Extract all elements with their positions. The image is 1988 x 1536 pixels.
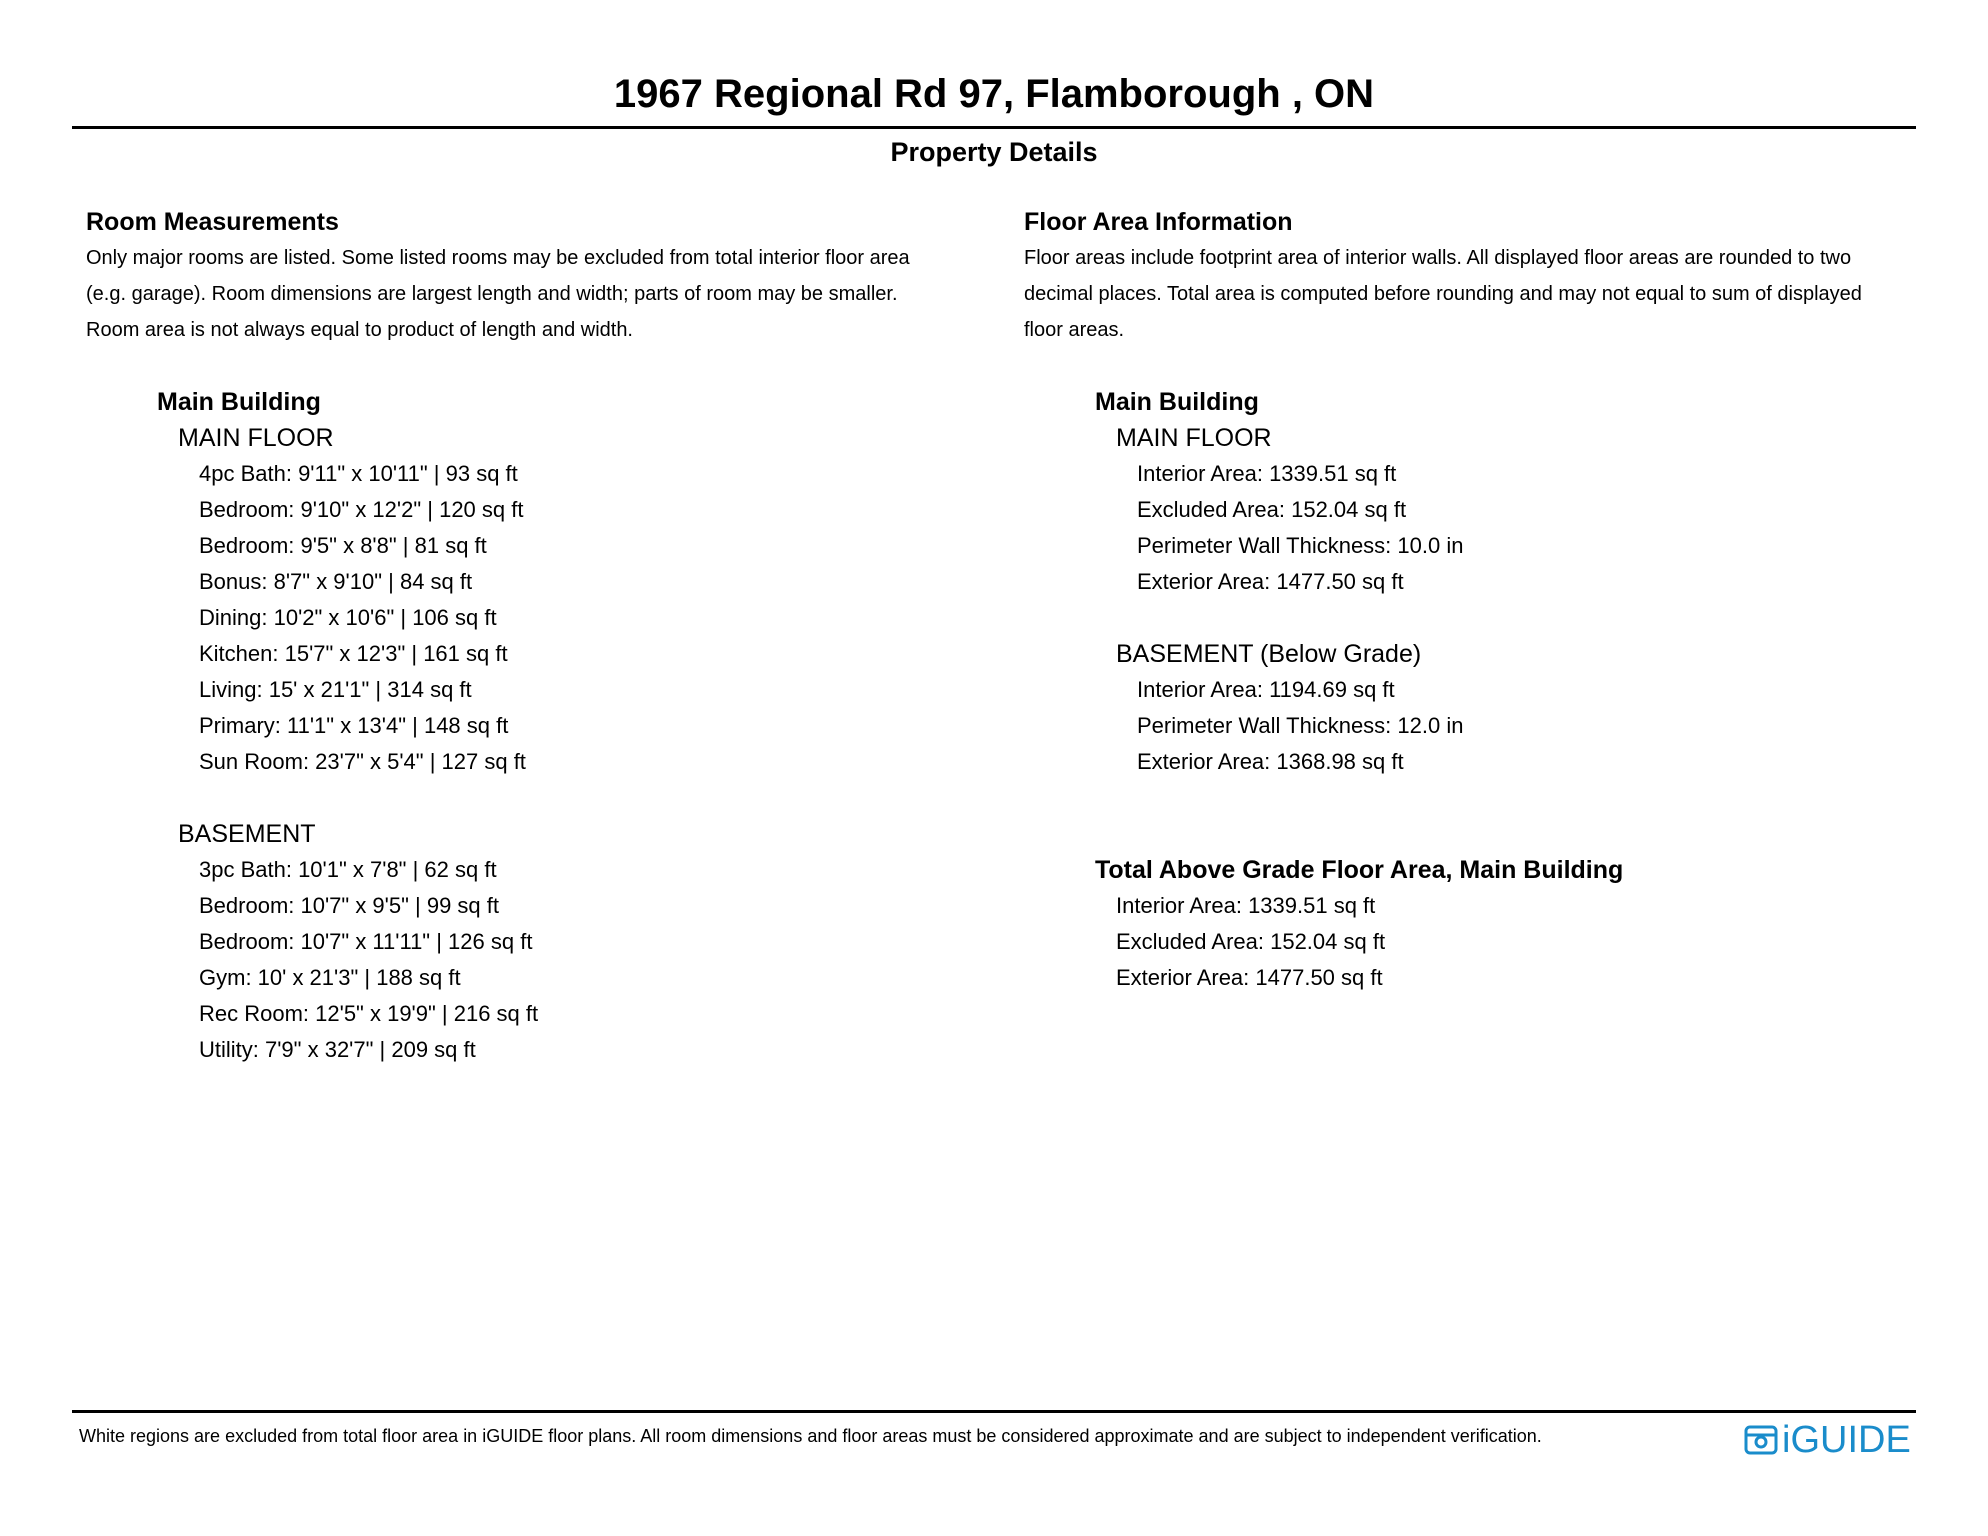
floor-heading-main: MAIN FLOOR — [178, 424, 334, 452]
total-area-item: Interior Area: 1339.51 sq ft — [1116, 893, 1376, 918]
total-area-heading: Total Above Grade Floor Area, Main Building — [1095, 856, 1624, 884]
building-heading: Main Building — [157, 388, 321, 416]
floor-heading-basement: BASEMENT (Below Grade) — [1116, 640, 1422, 668]
camera-box-icon — [1744, 1423, 1778, 1457]
spacer — [86, 780, 986, 816]
area-item: Perimeter Wall Thickness: 10.0 in — [1137, 533, 1464, 558]
footer-disclaimer: White regions are excluded from total floor area in iGUIDE floor plans. All room dimensions and floor areas must be considered approximate and are subject to independent verification. — [79, 1426, 1542, 1446]
spacer — [1024, 780, 1929, 852]
intro-line: floor areas. — [1024, 319, 1125, 341]
area-item: Exterior Area: 1477.50 sq ft — [1137, 569, 1404, 594]
total-area-item: Excluded Area: 152.04 sq ft — [1116, 929, 1386, 954]
room-item: Sun Room: 23'7" x 5'4" | 127 sq ft — [199, 749, 526, 774]
room-measurements-section — [86, 204, 986, 1068]
room-item: Dining: 10'2" x 10'6" | 106 sq ft — [199, 605, 497, 630]
intro-line: Floor areas include footprint area of interior walls. All displayed floor areas are rounded to two — [1024, 247, 1852, 269]
area-item: Interior Area: 1339.51 sq ft — [1137, 461, 1397, 486]
total-area-item: Exterior Area: 1477.50 sq ft — [1116, 965, 1383, 990]
spacer — [1024, 600, 1929, 636]
area-item: Interior Area: 1194.69 sq ft — [1137, 677, 1395, 702]
intro-line: Only major rooms are listed. Some listed rooms may be excluded from total interior floor area — [86, 247, 910, 269]
room-item: Bedroom: 9'5" x 8'8" | 81 sq ft — [199, 533, 487, 558]
area-item: Perimeter Wall Thickness: 12.0 in — [1137, 713, 1464, 738]
footer-divider — [72, 1410, 1916, 1413]
area-item: Excluded Area: 152.04 sq ft — [1137, 497, 1407, 522]
floor-area-heading: Floor Area Information — [1024, 208, 1293, 236]
room-item: Rec Room: 12'5" x 19'9" | 216 sq ft — [199, 1001, 539, 1026]
room-item: Bedroom: 10'7" x 11'11" | 126 sq ft — [199, 929, 533, 954]
floor-area-intro — [1024, 240, 1929, 348]
room-item: Gym: 10' x 21'3" | 188 sq ft — [199, 965, 461, 990]
intro-line: decimal places. Total area is computed before rounding and may not equal to sum of displayed — [1024, 283, 1862, 305]
room-item: Primary: 11'1" x 13'4" | 148 sq ft — [199, 713, 509, 738]
room-item: Kitchen: 15'7" x 12'3" | 161 sq ft — [199, 641, 508, 666]
room-measurements-intro — [86, 240, 986, 348]
floor-heading-basement: BASEMENT — [178, 820, 316, 848]
page-title: 1967 Regional Rd 97, Flamborough , ON — [613, 72, 1375, 116]
area-item: Exterior Area: 1368.98 sq ft — [1137, 749, 1404, 774]
room-item: Bonus: 8'7" x 9'10" | 84 sq ft — [199, 569, 473, 594]
room-item: Bedroom: 9'10" x 12'2" | 120 sq ft — [199, 497, 524, 522]
room-item: Bedroom: 10'7" x 9'5" | 99 sq ft — [199, 893, 500, 918]
building-heading: Main Building — [1095, 388, 1259, 416]
intro-line: (e.g. garage). Room dimensions are largest length and width; parts of room may be smaller. — [86, 283, 898, 305]
header-divider — [72, 126, 1916, 129]
floor-heading-main: MAIN FLOOR — [1116, 424, 1272, 452]
room-measurements-heading: Room Measurements — [86, 208, 339, 236]
room-item: Utility: 7'9" x 32'7" | 209 sq ft — [199, 1037, 476, 1062]
intro-line: Room area is not always equal to product of length and width. — [86, 319, 633, 341]
room-item: 4pc Bath: 9'11" x 10'11" | 93 sq ft — [199, 461, 518, 486]
room-item: Living: 15' x 21'1" | 314 sq ft — [199, 677, 472, 702]
iguide-logo — [1744, 1418, 1911, 1462]
room-item: 3pc Bath: 10'1" x 7'8" | 62 sq ft — [199, 857, 497, 882]
floor-area-section — [1024, 204, 1929, 996]
page-subtitle: Property Details — [890, 137, 1098, 167]
logo-wordmark: iGUIDE — [1782, 1419, 1911, 1461]
